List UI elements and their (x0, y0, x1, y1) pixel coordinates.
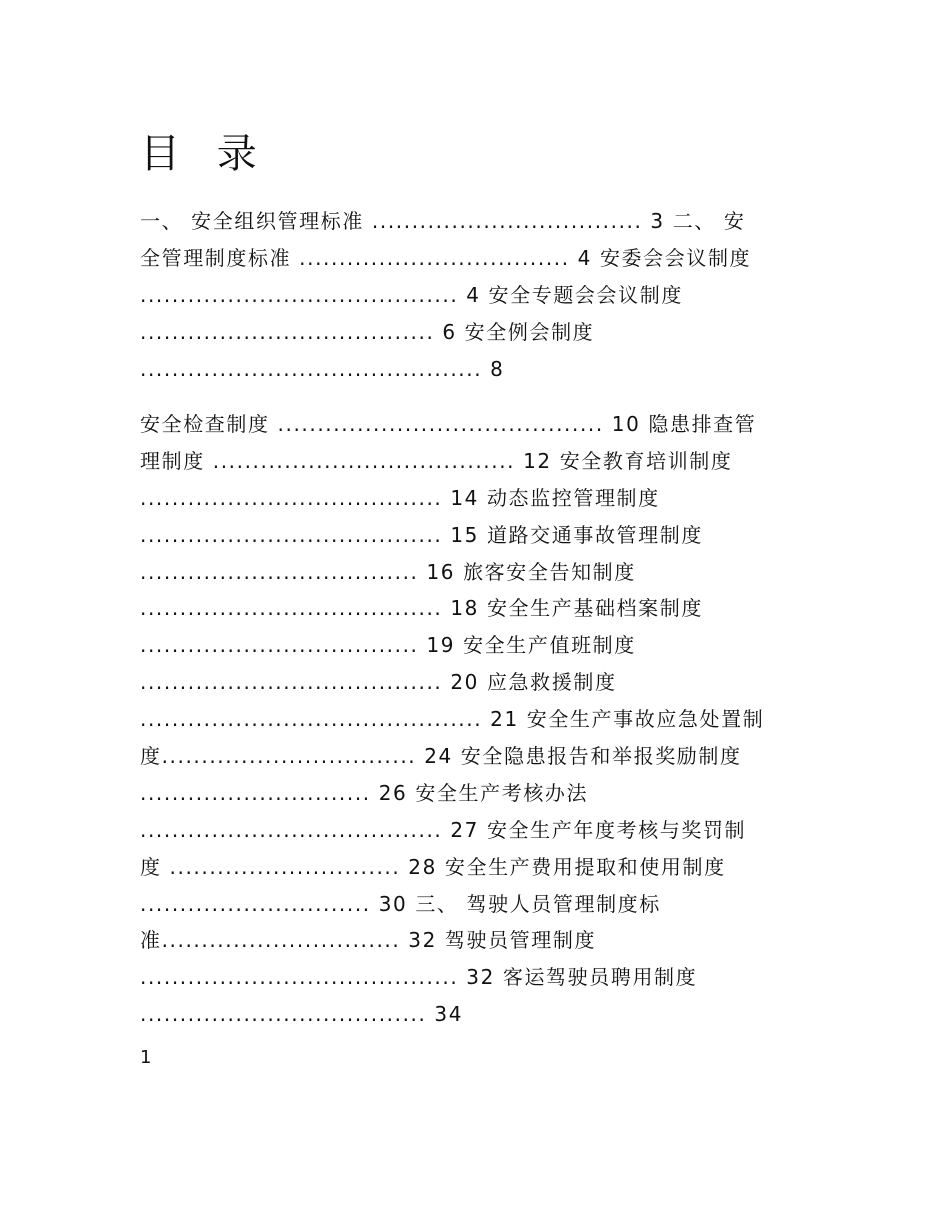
toc-line: ............................. 30 三、 驾驶人员管理制度标 (140, 891, 661, 916)
toc-line: 度 ............................. 28 安全生产费用提取和使用制度 (140, 854, 726, 879)
toc-line: 理制度 ...................................... 12 安全教育培训制度 (140, 448, 733, 473)
toc-line: ..................................... 6 安全例会制度 (140, 319, 595, 344)
toc-line: ...................................... 18 安全生产基础档案制度 (140, 596, 703, 621)
toc-line: ...................................... 14 动态监控管理制度 (140, 485, 660, 510)
toc-line: ........................................ 32 客运驾驶员聘用制度 (140, 965, 698, 990)
page-number: 1 (140, 1047, 152, 1068)
toc-line: ...................................... 15 道路交通事故管理制度 (140, 522, 703, 547)
toc-line: 一、 安全组织管理标准 .................................. 3 二、 安 (140, 209, 746, 233)
toc-line: ........................................... 8 (140, 356, 505, 381)
toc-line: ...................................... 27 安全生产年度考核与奖罚制 (140, 817, 747, 842)
toc-line: 安全检查制度 ......................................... 10 隐患排查管 (140, 412, 757, 436)
toc-line: ........................................ 4 安全专题会会议制度 (140, 282, 683, 307)
toc-line: ...................................... 20 应急救援制度 (140, 670, 617, 695)
toc-block-2 (140, 406, 810, 1033)
toc-line: ................................... 16 旅客安全告知制度 (140, 559, 636, 584)
toc-line: ........................................... 21 安全生产事故应急处置制 (140, 707, 765, 732)
toc-line: ................................... 19 安全生产值班制度 (140, 633, 636, 658)
toc-line: 全管理制度标准 .................................. 4 安委会会议制度 (140, 245, 752, 270)
toc-line: 准.............................. 32 驾驶员管理制度 (140, 928, 597, 953)
toc-line: .................................... 34 (140, 1002, 464, 1027)
toc-line: ............................. 26 安全生产考核办法 (140, 780, 589, 805)
toc-block-1 (140, 203, 810, 387)
toc-line: 度................................ 24 安全隐患报告和举报奖励制度 (140, 744, 742, 769)
page-title: 目 录 (140, 131, 269, 177)
